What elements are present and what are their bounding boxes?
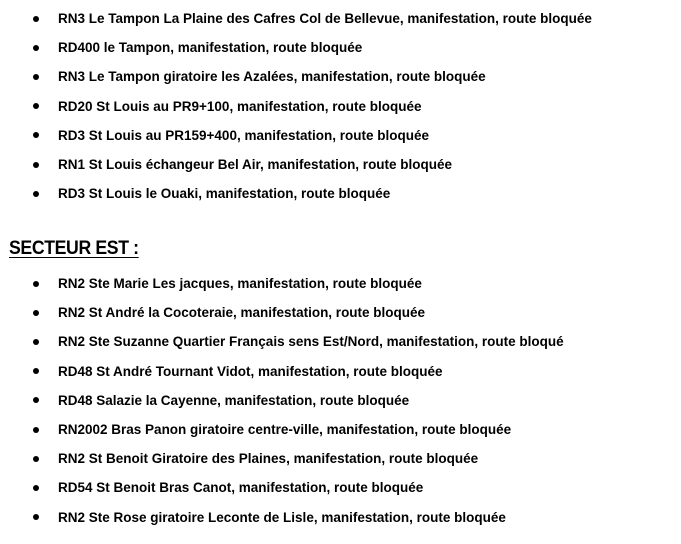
- bullet-icon: [33, 310, 39, 316]
- bullet-icon: [33, 456, 39, 462]
- bullet-icon: [33, 427, 39, 433]
- bullet-icon: [33, 485, 39, 491]
- list-item: [0, 327, 564, 356]
- list-item-text: RN2 Ste Rose giratoire Leconte de Lisle, manifestation, route bloquée: [58, 509, 506, 525]
- list-item: [0, 62, 592, 91]
- list-item-text: RD54 St Benoit Bras Canot, manifestation, route bloquée: [58, 480, 424, 496]
- list-item: [0, 386, 564, 415]
- list-item-text: RD48 St André Tournant Vidot, manifestation, route bloquée: [58, 363, 443, 379]
- list-item: [0, 444, 564, 473]
- list-item: [0, 269, 564, 298]
- list-item-text: RN2 St André la Cocoteraie, manifestation, route bloquée: [58, 305, 426, 321]
- bullet-icon: [33, 514, 39, 520]
- road-closure-list-east: [0, 269, 564, 532]
- bullet-icon: [33, 397, 39, 403]
- bullet-icon: [33, 16, 39, 22]
- list-item-text: RD3 St Louis au PR159+400, manifestation, route bloquée: [58, 127, 429, 143]
- section-heading-east: SECTEUR EST :: [9, 238, 139, 259]
- bullet-icon: [33, 368, 39, 374]
- list-item-text: RN2002 Bras Panon giratoire centre-ville, manifestation, route bloquée: [58, 421, 512, 437]
- list-item-text: RD48 Salazie la Cayenne, manifestation, route bloquée: [58, 392, 410, 408]
- bullet-icon: [33, 281, 39, 287]
- list-item: [0, 33, 592, 62]
- list-item: [0, 92, 592, 121]
- list-item-text: RN3 Le Tampon giratoire les Azalées, manifestation, route bloquée: [58, 69, 486, 85]
- list-item: [0, 503, 564, 532]
- list-item: [0, 298, 564, 327]
- list-item: [0, 150, 592, 179]
- list-item: [0, 415, 564, 444]
- list-item-text: RN2 St Benoit Giratoire des Plaines, manifestation, route bloquée: [58, 451, 479, 467]
- list-item: [0, 179, 592, 208]
- list-item-text: RD20 St Louis au PR9+100, manifestation, route bloquée: [58, 98, 422, 114]
- bullet-icon: [33, 132, 39, 138]
- list-item-text: RD3 St Louis le Ouaki, manifestation, route bloquée: [58, 186, 391, 202]
- list-item-text: RN2 Ste Suzanne Quartier Français sens Est/Nord, manifestation, route bloqué: [58, 334, 564, 350]
- bullet-icon: [33, 162, 39, 168]
- bullet-icon: [33, 103, 39, 109]
- list-item: [0, 121, 592, 150]
- list-item: [0, 357, 564, 386]
- list-item-text: RN2 Ste Marie Les jacques, manifestation, route bloquée: [58, 276, 422, 291]
- list-item-text: RN3 Le Tampon La Plaine des Cafres Col de Bellevue, manifestation, route bloquée: [58, 11, 592, 26]
- road-closure-list-south: [0, 4, 592, 208]
- bullet-icon: [33, 45, 39, 51]
- list-item-text: RN1 St Louis échangeur Bel Air, manifestation, route bloquée: [58, 156, 453, 172]
- list-item: [0, 473, 564, 502]
- bullet-icon: [33, 74, 39, 80]
- bullet-icon: [33, 191, 39, 197]
- bullet-icon: [33, 339, 39, 345]
- list-item-text: RD400 le Tampon, manifestation, route bloquée: [58, 40, 363, 56]
- list-item: [0, 4, 592, 33]
